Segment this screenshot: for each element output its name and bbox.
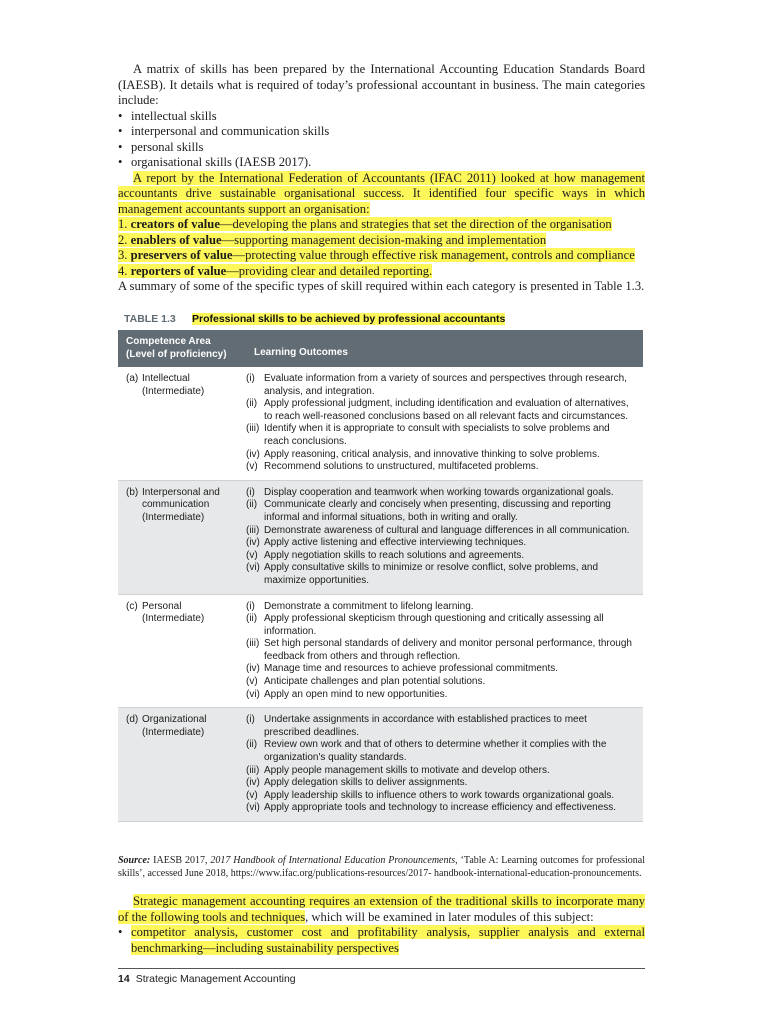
outcome-number: (vi) [246,802,260,814]
row-letter: (b) [126,486,139,498]
intro-section [118,62,645,295]
outcome-number: (i) [246,600,255,612]
learning-outcomes [246,373,636,474]
outcome-text: Display cooperation and teamwork when working towards organizational goals. [264,486,614,498]
competence-area [118,487,246,588]
outcome-number: (vi) [246,688,260,700]
outcome-item [246,765,636,778]
list-item: • personal skills [118,140,645,156]
outcome-text: Apply appropriate tools and technology to increase efficiency and effectiveness. [264,802,617,814]
role-term: enablers of value [130,232,222,247]
list-item [118,217,645,233]
outcome-text: Demonstrate a commitment to lifelong learning. [264,600,474,612]
table-header-row [118,330,643,367]
outcome-text: Apply delegation skills to deliver assignments. [264,777,468,789]
outcome-item [246,802,636,815]
closing-section [118,894,645,956]
area-line: Organizational [142,714,207,726]
intro-paragraph: A matrix of skills has been prepared by the International Accounting Education Standards Board (IAESB). It details what is required of today’s professional accountant in business. The main categories include: [118,62,645,107]
outcome-number: (iv) [246,663,260,675]
outcome-number: (v) [246,549,258,561]
outcome-item [246,423,636,448]
outcome-item [246,562,636,587]
learning-outcomes [246,601,636,702]
outcome-item [246,739,636,764]
outcome-number: (v) [246,461,258,473]
competence-area [118,601,246,702]
outcome-item [246,638,636,663]
outcome-item [246,601,636,614]
outcome-number: (iv) [246,777,260,789]
area-line: (Intermediate) [142,613,205,625]
outcome-number: (vi) [246,562,260,574]
role-term: reporters of value [130,263,227,278]
source-text: , ‘Table A: Learning outcomes for professional skills’, accessed June 2018, https://www.ifac.org/publications-resources/2017- handbook-international-education-pronouncements. [118,855,645,879]
role-number: 2. [118,232,128,247]
skills-table [118,330,643,822]
role-description: —supporting management decision-making and implementation [221,232,547,247]
outcome-text: Apply consultative skills to minimize or resolve conflict, solve problems, and maximize opportunities. [264,562,599,586]
table-source-note [118,854,645,880]
outcome-item [246,663,636,676]
role-number: 1. [118,217,128,231]
list-item [118,264,645,280]
table-row [118,595,643,709]
outcome-number: (iii) [246,423,260,435]
role-description: —protecting value through effective risk management, controls and compliance [232,248,635,262]
area-line: (Intermediate) [142,511,205,523]
outcome-text: Recommend solutions to unstructured, multifaceted problems. [264,461,539,473]
row-letter: (c) [126,600,138,612]
outcome-text: Apply active listening and effective interviewing techniques. [264,537,527,549]
source-title: 2017 Handbook of International Education Pronouncements [210,855,456,866]
source-label: Source: [118,855,151,866]
area-line: (Intermediate) [142,726,205,738]
outcome-text: Apply professional skepticism through questioning and critically assessing all information. [264,613,604,637]
outcome-item [246,525,636,538]
outcome-text: Apply negotiation skills to reach solutions and agreements. [264,549,525,561]
list-item: • organisational skills (IAESB 2017). [118,155,645,171]
outcome-number: (i) [246,486,255,498]
outcome-item [246,689,636,702]
outcome-number: (ii) [246,499,258,511]
role-number: 3. [118,248,128,262]
area-line: Personal [142,600,182,612]
outcome-item [246,676,636,689]
outcome-number: (iii) [246,524,260,536]
outcome-text: Apply leadership skills to influence others to work towards organizational goals. [264,789,615,801]
outcome-number: (v) [246,789,258,801]
outcome-item [246,461,636,474]
learning-outcomes [246,487,636,588]
summary-paragraph: A summary of some of the specific types of skill required within each category is presented in Table 1.3. [118,279,645,293]
outcome-item [246,714,636,739]
learning-outcomes [246,714,636,815]
outcome-number: (i) [246,373,255,384]
outcome-text: Apply reasoning, critical analysis, and innovative thinking to solve problems. [264,448,600,460]
outcome-number: (iii) [246,764,260,776]
outcome-text: Evaluate information from a variety of sources and perspectives through research, analysis, and integration. [264,373,627,397]
list-item [118,233,645,249]
header-line: (Level of proficiency) [126,348,227,360]
highlighted-text: competitor analysis, customer cost and profitability analysis, supplier analysis and external benchmarking—including sustainability perspectives [131,925,645,955]
outcome-number: (iv) [246,537,260,549]
area-line: (Intermediate) [142,385,205,397]
highlighted-text: Strategic management accounting requires an extension of the traditional skills to incorporate many of the following tools and techniques [118,894,645,924]
role-description: —developing the plans and strategies that set the direction of the organisation [219,217,612,231]
competence-area [118,714,246,815]
header-line: Competence Area [126,335,211,347]
outcome-text: Undertake assignments in accordance with established practices to meet prescribed deadlines. [264,714,587,738]
outcome-text: Demonstrate awareness of cultural and language differences in all communication. [264,524,630,536]
outcome-item [246,373,636,398]
role-term: creators of value [130,217,220,231]
outcome-number: (i) [246,714,255,726]
highlighted-text: A report by the International Federation of Accountants (IFAC 2011) looked at how management accountants drive sustainable organisational success. It identified four specific ways in which management accountants support an organisation: [118,170,645,216]
outcome-number: (ii) [246,398,258,410]
list-item [118,925,645,956]
closing-paragraph [118,894,645,925]
outcome-item [246,777,636,790]
outcome-item [246,487,636,500]
outcome-item [246,613,636,638]
outcome-text: Review own work and that of others to determine whether it complies with the organization's quality standards. [264,739,607,764]
outcome-number: (v) [246,676,258,688]
table-caption [118,310,645,328]
list-item: • intellectual skills [118,109,645,125]
outcome-item [246,537,636,550]
techniques-list [118,925,645,956]
competence-area [118,373,246,474]
outcome-item [246,550,636,563]
outcome-text: Identify when it is appropriate to consult with specialists to solve problems and reach conclusions. [264,423,610,447]
column-header-competence [118,336,254,361]
page-footer [118,973,296,985]
outcome-number: (ii) [246,613,258,625]
ifac-paragraph [118,171,645,218]
role-term: preservers of value [130,248,233,262]
table-row [118,481,643,595]
outcome-text: Manage time and resources to achieve professional commitments. [264,663,559,675]
row-letter: (d) [126,714,139,726]
skills-category-list [118,109,645,171]
list-item: • interpersonal and communication skills [118,124,645,140]
table-number: TABLE 1.3 [124,313,176,325]
area-line: Interpersonal and [142,486,220,498]
outcome-item [246,499,636,524]
table-row [118,708,643,822]
source-text: IAESB 2017, [153,855,208,866]
outcome-text: Apply people management skills to motivate and develop others. [264,764,550,776]
running-title: Strategic Management Accounting [135,973,296,985]
outcome-item [246,790,636,803]
page-number: 14 [118,973,130,985]
outcome-number: (iii) [246,638,260,650]
outcome-number: (iv) [246,448,260,460]
list-item [118,248,645,264]
area-line: communication [142,499,210,511]
footer-divider [118,968,645,969]
outcome-text: Set high personal standards of delivery and monitor personal performance, through feedback from others and through reflection. [264,638,632,662]
role-description: —providing clear and detailed reporting. [226,263,433,278]
table-row [118,367,643,481]
row-letter: (a) [126,373,139,384]
outcome-text: Apply an open mind to new opportunities. [264,688,448,700]
role-number: 4. [118,263,128,278]
outcome-item [246,398,636,423]
value-roles-list [118,217,645,279]
paragraph-text: , which will be examined in later modules of this subject: [305,909,594,924]
outcome-number: (ii) [246,739,258,751]
outcome-item [246,449,636,462]
outcome-text: Apply professional judgment, including identification and evaluation of alternatives, to reach well-reasoned conclusions based on all relevant facts and circumstances. [264,398,629,422]
outcome-text: Anticipate challenges and plan potential solutions. [264,676,486,688]
column-header-outcomes: Learning Outcomes [254,347,348,359]
table-title: Professional skills to be achieved by professional accountants [192,313,506,325]
outcome-text: Communicate clearly and concisely when presenting, discussing and reporting informal and informal situations, both in writing and orally. [264,499,611,523]
area-line: Intellectual [142,373,190,384]
